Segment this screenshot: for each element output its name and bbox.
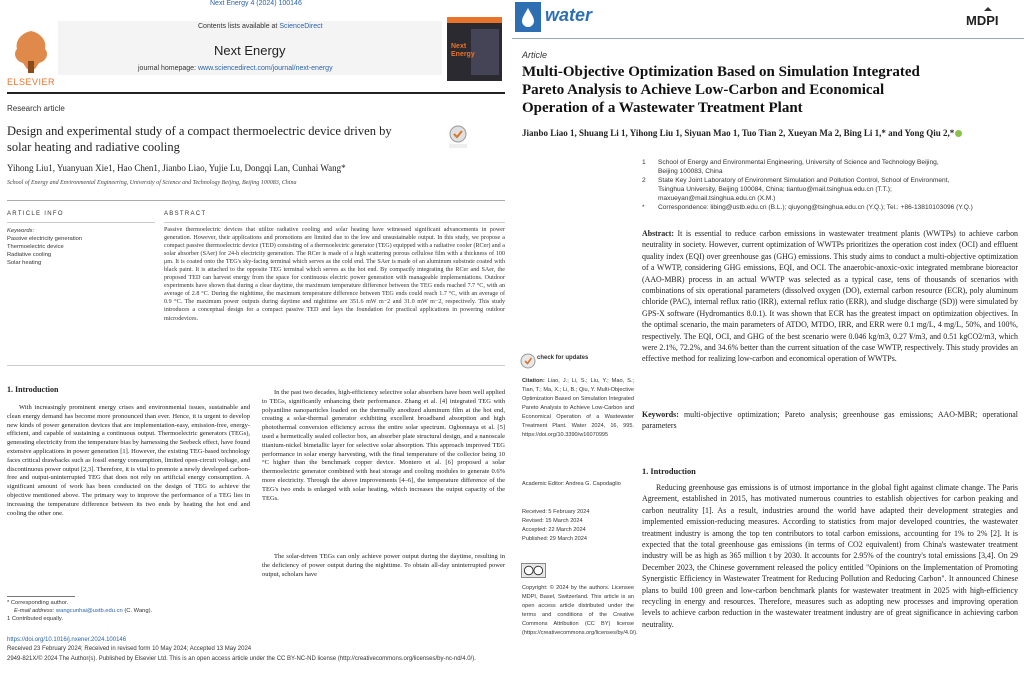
footnote-email: E-mail address: wangcunhai@ustb.edu.cn (C. Wang). xyxy=(14,608,153,614)
article-title-line-1: Multi-Objective Optimization Based on Simulation Integrated xyxy=(522,64,920,80)
date-published: Published: 29 March 2024 xyxy=(522,536,587,542)
journal-title: Next Energy xyxy=(214,43,286,58)
divider xyxy=(164,222,505,223)
keyword-item: Passive electricity generation xyxy=(7,236,83,242)
author-affiliation: School of Energy and Environmental Engineering, University of Science and Technology Beijing, Beijing 100083, China xyxy=(7,180,297,186)
abstract-heading: ABSTRACT xyxy=(164,211,207,217)
affiliation-item: 2 State Key Joint Laboratory of Environment Simulation and Pollution Control, School of Environment, Tsinghua University, Beijing 100084, China; tiantuo@mail.tsinghua.edu.cn (T.T.); xyxy=(642,177,950,193)
email-link[interactable]: wangcunhai@ustb.edu.cn xyxy=(55,608,123,614)
article-title-line-1: Design and experimental study of a compact thermoelectric device driven by xyxy=(7,124,392,138)
intro-paragraph-col2: In the past two decades, high-efficiency selective solar absorbers have been well applied to TEGs, significantly enhancing their performance. Zhang et al. [4] integrated TEG with polyaniline nanoparticles loaded on the thermally anodized aluminum film at the hot end, creating a solar-thermal generator exhibiting excellent broadband absorption and high photothermal conversion efficiency across the entire solar spectrum. Ogbonnaya et al. [5] used a hermetically sealed collector box, an absorber plate structural design, and a nanoscale titanium-nickel bimetallic layer for selective solar absorption. This approach improved TEG performance in solar energy harvesting, with the final temperature of the collector being 10 °C higher than the benchmark copper device. Montero et al. [6] proposed a solar thermoelectric generator combined with heat storage and cooling modules to generate 0.6% more electricity. Through the above improvements [4–6], the temperature difference of the TEG's two ends is enlarged with solar heating, which increases the output capacity of the TEGs. xyxy=(262,389,505,502)
received-dates: Received 23 February 2024; Received in revised form 10 May 2024; Accepted 13 May 2024 xyxy=(7,646,252,652)
article-type: Research article xyxy=(7,104,65,113)
journal-homepage-link[interactable]: www.sciencedirect.com/journal/next-energy xyxy=(197,65,333,72)
divider xyxy=(7,365,505,366)
cc-by-license-icon[interactable] xyxy=(521,563,546,578)
article-info-heading: ARTICLE INFO xyxy=(7,211,64,217)
divider xyxy=(7,222,155,223)
header-rule xyxy=(512,38,1024,39)
academic-editor: Academic Editor: Andrea G. Capodaglio xyxy=(522,481,621,487)
mdpi-logo xyxy=(964,6,1012,28)
abstract-text: Abstract: It is essential to reduce carbon emissions in wastewater treatment plants (WWTPs) to achieve carbon neutrality in society. However, current optimization of WWTPs prioritizes the operation cost index (OCI) and effluent quality index (EQI) over greenhouse gas (GHG) emissions. This study aims to conduct a multi-objective optimization of a WWTP, considering GHG emissions, EQI, and OCI. The anaerobic-anoxic-oxic integrated membrane bioreactor (AAO-MBR) process in an actual WWTP was selected as a typical case, tens of thousands of scenarios with combinations of six operational parameters (dissolved oxygen (DO), external carbon resource (ECR), poly aluminum chloride (PAC), internal reflux ratio (IRR), external reflux ratio (ERR), and sludge discharge (SD)) were simulated by GPS-X software (Hydromantics 8.0.1). It was shown that ECR has the greatest impact on optimization objectives. In the optimal scenario, the main parameters of ATDO, MTDO, IRR, and ERR were 0.1 mg/L, 4 mg/L, 50%, and 100%, respectively. The EQI, OCI, and GHG of the best scenario were 0.046 kg/m3, 0.27 ¥/m3, and 0.51 kgCO2/m3, which were 2.1%, 72.2%, and 34.6% better than the current situation of the case WWTP, respectively. This study provides an effective method for realizing low-carbon and economical operation of WWTPs. xyxy=(642,229,1018,364)
publication-dates xyxy=(522,508,634,544)
keyword-list xyxy=(7,227,82,267)
sciencedirect-link[interactable]: ScienceDirect xyxy=(279,23,323,30)
keyword-item: Radiative cooling xyxy=(7,252,52,258)
footnote-rule xyxy=(7,596,75,597)
right-paper-page xyxy=(512,0,1024,685)
check-for-updates-badge[interactable] xyxy=(520,350,589,372)
elsevier-tree-logo xyxy=(7,25,55,80)
author-list: Jianbo Liao 1, Shuang Li 1, Yihong Liu 1, Siyuan Mao 1, Tuo Tian 2, Xueyan Ma 2, Bing Li 1,* and Yong Qiu 2,* xyxy=(522,128,962,138)
license-text: 2949-821X/© 2024 The Author(s). Published by Elsevier Ltd. This is an open access article under the CC BY-NC-ND license (http://creativecommons.org/licenses/by-nc-nd/4.0/). xyxy=(7,656,476,662)
affiliation-item: maxueyan@mail.tsinghua.edu.cn (X.M.) xyxy=(658,195,776,202)
intro-paragraph-col2b: The solar-driven TEGs can only achieve power output during the daytime, resulting in the deficiency of power output during the nighttime. To obtain all-day uninterrupted power output, scholars have xyxy=(262,553,505,578)
water-journal-title: water xyxy=(545,5,593,25)
article-title-line-2: solar heating and radiative cooling xyxy=(7,140,180,154)
article-title-line-3: Operation of a Wastewater Treatment Plant xyxy=(522,100,803,116)
cover-title: Next Energy xyxy=(451,43,475,58)
header-rule xyxy=(7,92,505,94)
journal-homepage: journal homepage: www.sciencedirect.com/journal/next-energy xyxy=(138,65,333,72)
check-updates-text: check for updates xyxy=(537,355,589,361)
keywords: Keywords: multi-objective optimization; Pareto analysis; greenhouse gas emissions; AAO-MBR; operational parameters xyxy=(642,410,1018,431)
article-type: Article xyxy=(522,50,548,60)
elsevier-wordmark: ELSEVIER xyxy=(7,77,56,87)
water-journal-logo xyxy=(515,2,541,32)
divider xyxy=(7,200,505,201)
introduction-heading: 1. Introduction xyxy=(642,467,696,476)
intro-paragraph-col1: With increasingly prominent energy crises and environmental issues, sustainable and clean energy demand has become more pronounced than ever. Hence, it is urgent to develop new kinds of power generation devices that are implementation-easy, emission-free, energy-efficient, and capable of sustaining a continuous output. Thermoelectric generators (TEGs), generating electricity from the temperature bias by harnessing the Seebeck effect, have found extensive applications in power generation [1]. However, the existing TEG-based technology faces critical drawbacks such as fossil energy consumption, limited open-circuit voltage, and discontinuous power output [2,3]. Therefore, it is vital to promote a newly developed carbon-free and output-uninterrupted TEG that does not rely on artificial energy consumption. A significant amount of work has been conducted on the design of TEG to achieve the objective mentioned above. The primary way to improve the performance of a TEG lies in increasing the temperature difference between its two ends by heating the hot end and cooling the other one. xyxy=(7,404,250,517)
check-for-updates-icon[interactable] xyxy=(447,125,469,149)
journal-citation-link[interactable]: Next Energy 4 (2024) 100146 xyxy=(210,0,302,7)
doi-link[interactable]: https://doi.org/10.1016/j.nxener.2024.100146 xyxy=(7,637,127,643)
mdpi-wordmark: MDPI xyxy=(966,13,999,28)
article-title-line-2: Pareto Analysis to Achieve Low-Carbon and Economical xyxy=(522,82,885,98)
contents-text: Contents lists available at ScienceDirect xyxy=(198,23,323,30)
copyright-text: Copyright: © 2024 by the authors. Licensee MDPI, Basel, Switzerland. This article is an open access article distributed under the terms and conditions of the Creative Commons Attribution (CC BY) license (https://creativecommons.org/licenses/by/4.0/). xyxy=(522,585,638,636)
orcid-icon[interactable] xyxy=(955,130,962,137)
abstract-text: Passive thermoelectric devices that utilize radiative cooling and solar heating have witnessed significant advancements in power generation. However, their applications and promotions are limited due to the low and unsustainable output. In this study, we propose a compact passive thermoelectric device (TED) consisting of a thermoelectric generator (TEG) equipped with a radiative cooler (RCer) and a solar absorber (SAer) for 24-h electricity generation. The RCer is made of a high scattering porous cellulose film with a thickness of 100 μm. It is coated onto the TEG's sky-facing terminal which serves as the cold end. The SAer is made of an aluminum substrate coated with black paint. It is attached to the opposite TEG terminal which serves as the hot end. By compactly integrating the RCer and SAer, the proposed TED can harvest energy from the space for continuous electric power generation with manageable implementations. Outdoor experiments have shown that during a clear daytime, the maximum temperature difference between the TEG ends reached 7.7 °C, with an average of 2.8 °C. During the nighttime, the maximum temperature difference between TEG ends could reach 1.7 °C, with an average of 0.9 °C. The maximum power outputs during daytime and nighttime are 351.6 mW m−2 and 31.0 mW m−2, respectively. This study introduces a conceptual design for a compact passive TED and lays the foundation for practical applications in powering outdoor microdevices. xyxy=(164,227,505,322)
date-revised: Revised: 15 March 2024 xyxy=(522,518,583,524)
correspondence-item: * Correspondence: libing@ustb.edu.cn (B.L.); qiuyong@tsinghua.edu.cn (Y.Q.); Tel.: +86-13810103096 (Y.Q.) xyxy=(642,204,973,211)
footnote-equal: 1 Contributed equally. xyxy=(7,616,63,622)
affiliation-list xyxy=(642,158,1022,212)
journal-cover-image xyxy=(447,17,502,81)
author-list: Yihong Liu1, Yuanyuan Xie1, Hao Chen1, Jianbo Liao, Yujie Lu, Dongqi Lan, Cunhai Wang* xyxy=(7,163,346,173)
footnote-corresponding: * Corresponding author. xyxy=(7,600,69,606)
affiliation-item: 1 School of Energy and Environmental Engineering, University of Science and Technology Beijing, Beijing 100083, China xyxy=(642,159,939,175)
keyword-item: Thermoelectric device xyxy=(7,244,64,250)
intro-paragraph: Reducing greenhouse gas emissions is of utmost importance in the global fight against climate change. The Paris Agreement, established in 2015, has motivated numerous countries to establish objectives for carbon peaking and carbon neutrality [1]. As a result, industries around the world have adapted their development strategies and implemented emission-reducing measures. According to statistics from major developed countries, the wastewater treatment industry is among the top ten contributors to total carbon emissions, accounting for 1% to 2% [2]. It is expected that the total greenhouse gas emissions (in terms of CO2 equivalent) from China's wastewater treatment industry will be as high as 365 million t by 2030. It accounts for 2.95% of the country's total emissions [3,4]. On 29 December 2023, the Chinese government released the policy entitled "Opinions on the Implementation of Promoting Synergistic Efficiency in Wastewater Treatment for Reducing Pollution and Reducing Carbon". It announced Chinese plans to build 100 green and low-carbon benchmark plants for wastewater treatment in 2025 with high-efficiency recycling in energy and resources. Therefore, measures such as adopting new processes and improving operation levels to achieve carbon reduction in the wastewater treatment industry are of great significance in achieving carbon neutrality. xyxy=(642,483,1018,629)
keywords-label: Keywords: xyxy=(7,228,35,234)
date-accepted: Accepted: 22 March 2024 xyxy=(522,527,586,533)
date-received: Received: 5 February 2024 xyxy=(522,509,590,515)
citation-block: Citation: Liao, J.; Li, S.; Liu, Y.; Mao, S.; Tian, T.; Ma, X.; Li, B.; Qiu, Y. Multi-Objective Optimization Based on Simulation Integrated Pareto Analysis to Achieve Low-Carbon and Economical Operation of a Wastewater Treatment Plant. Water 2024, 16, 995. https://doi.org/10.3390/w16070995 xyxy=(522,378,634,438)
journal-header-box xyxy=(58,21,442,75)
introduction-heading: 1. Introduction xyxy=(7,385,59,394)
keyword-item: Solar heating xyxy=(7,260,42,266)
